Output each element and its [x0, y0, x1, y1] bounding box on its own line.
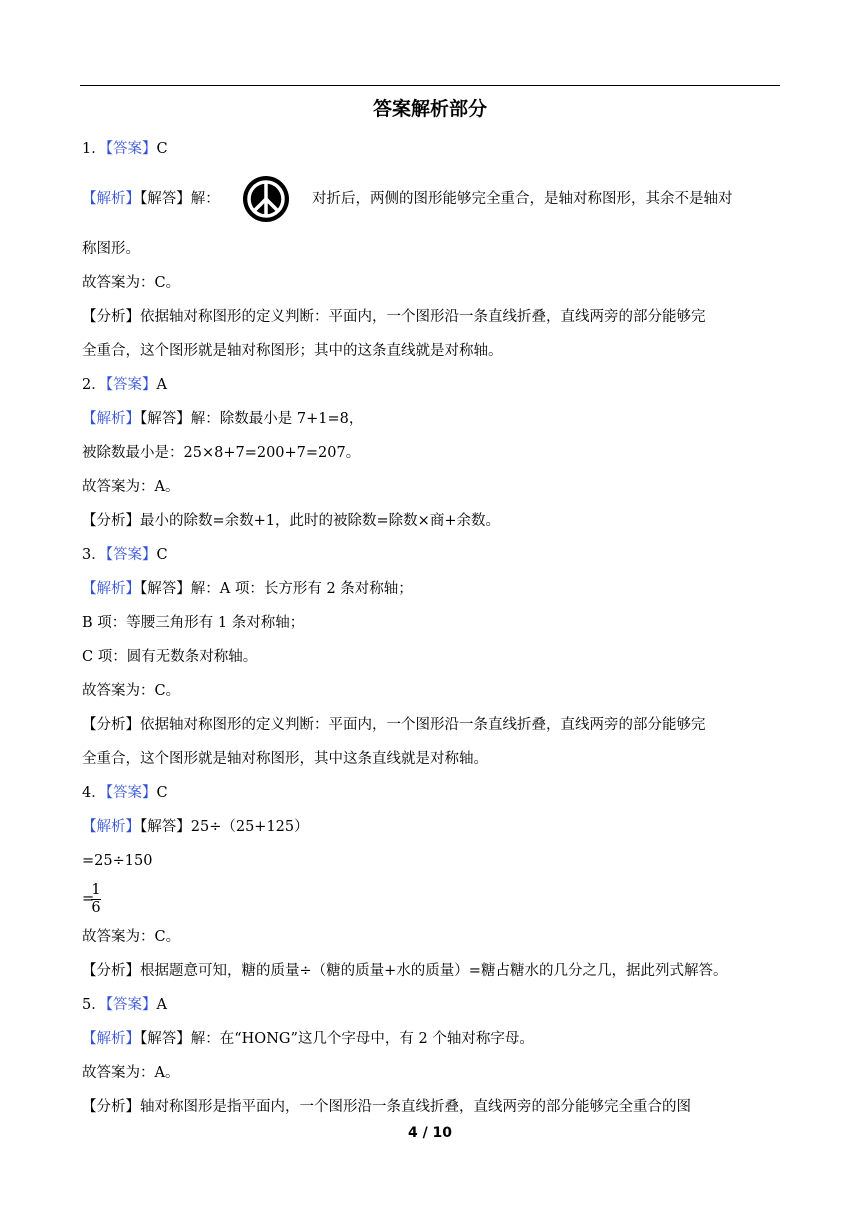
page-number: 4 / 10 — [407, 1125, 453, 1141]
jiexi-tag: 【解析】 — [82, 819, 140, 835]
q1-solution-prefix: 解： — [190, 191, 220, 207]
q2-analysis-line1 — [82, 511, 500, 531]
q3-answer: C — [156, 547, 168, 563]
q1-number: 1． — [82, 141, 106, 157]
q1-analysis-line2: 全重合，这个图形就是轴对称图形；其中的这条直线就是对称轴。 — [82, 343, 503, 359]
q2-solution-text1: 解：除数最小是 7+1=8， — [190, 411, 364, 427]
jieda-tag: 【解答】 — [140, 1031, 191, 1047]
q5-analysis-text1: 轴对称图形是指平面内，一个图形沿一条直线折叠，直线两旁的部分能够完全重合的图 — [140, 1099, 691, 1115]
page-title: 答案解析部分 — [372, 98, 487, 120]
q5-conclusion: 故答案为：A。 — [82, 1065, 180, 1081]
q1-conclusion: 故答案为：C。 — [82, 275, 181, 291]
fenxi-tag: 【分析】 — [82, 309, 140, 325]
q4-solution-text1: 25÷（25+125） — [190, 819, 309, 835]
q2-conclusion: 故答案为：A。 — [82, 479, 180, 495]
jieda-tag: 【解答】 — [140, 581, 191, 597]
q2-analysis-text1: 最小的除数=余数+1，此时的被除数=除数×商+余数。 — [140, 513, 500, 529]
q3-analysis-line1 — [82, 715, 706, 735]
q2-answer: A — [156, 377, 167, 393]
q3-analysis-line2: 全重合，这个图形就是轴对称图形，其中这条直线就是对称轴。 — [82, 751, 488, 767]
answer-tag: 【答案】 — [105, 377, 157, 393]
q1-answer-line — [82, 139, 168, 159]
q4-solution-line1 — [82, 817, 309, 837]
q3-solution-line1 — [82, 579, 413, 599]
jiexi-tag: 【解析】 — [82, 1031, 140, 1047]
q3-solution-text1: 解：A 项：长方形有 2 条对称轴； — [190, 581, 413, 597]
q4-analysis-text1: 根据题意可知，糖的质量÷（糖的质量+水的质量）=糖占糖水的几分之几，据此列式解答。 — [140, 963, 728, 979]
q4-answer-line — [82, 783, 168, 803]
jieda-tag: 【解答】 — [140, 819, 191, 835]
fenxi-tag: 【分析】 — [82, 513, 140, 529]
answer-tag: 【答案】 — [105, 785, 157, 801]
q2-answer-line — [82, 375, 167, 395]
answer-tag: 【答案】 — [105, 547, 157, 563]
equals-sign: = — [82, 891, 95, 907]
q3-analysis-text1: 依据轴对称图形的定义判断：平面内，一个图形沿一条直线折叠，直线两旁的部分能够完 — [140, 717, 706, 733]
q4-conclusion: 故答案为：C。 — [82, 929, 181, 945]
q1-solution-line1 — [82, 189, 220, 209]
q4-solution-line2: =25÷150 — [82, 853, 153, 869]
peace-symbol-icon — [242, 175, 290, 223]
q3-conclusion: 故答案为：C。 — [82, 683, 181, 699]
jieda-tag: 【解答】 — [140, 411, 191, 427]
q3-solution-line2: B 项：等腰三角形有 1 条对称轴； — [82, 615, 305, 631]
q5-solution-text1: 解：在“HONG”这几个字母中，有 2 个轴对称字母。 — [190, 1031, 534, 1047]
jiexi-tag: 【解析】 — [82, 411, 140, 427]
q3-answer-line — [82, 545, 168, 565]
q1-answer: C — [156, 141, 168, 157]
q5-answer-line — [82, 995, 167, 1015]
fraction-numerator: 1 — [91, 882, 101, 898]
q4-answer: C — [156, 785, 168, 801]
jieda-tag: 【解答】 — [140, 191, 191, 207]
q1-analysis-line1 — [82, 307, 706, 327]
fenxi-tag: 【分析】 — [82, 963, 140, 979]
q2-solution-line2: 被除数最小是：25×8+7=200+7=207。 — [82, 445, 361, 461]
q2-number: 2． — [82, 377, 106, 393]
q5-analysis-line1 — [82, 1097, 691, 1117]
q3-number: 3． — [82, 547, 106, 563]
q1-solution-rest: 对折后，两侧的图形能够完全重合，是轴对称图形，其余不是轴对 — [312, 191, 733, 207]
q5-number: 5． — [82, 997, 106, 1013]
q1-solution-line2: 称图形。 — [82, 241, 140, 257]
answer-tag: 【答案】 — [105, 997, 157, 1013]
q3-solution-line3: C 项：圆有无数条对称轴。 — [82, 649, 258, 665]
q4-analysis-line1 — [82, 961, 727, 981]
q5-answer: A — [156, 997, 167, 1013]
jiexi-tag: 【解析】 — [82, 581, 140, 597]
fenxi-tag: 【分析】 — [82, 717, 140, 733]
answer-tag: 【答案】 — [105, 141, 157, 157]
fenxi-tag: 【分析】 — [82, 1099, 140, 1115]
fraction-denominator: 6 — [91, 900, 101, 916]
q2-solution-line1 — [82, 409, 363, 429]
header-rule — [80, 85, 780, 86]
q5-solution-line1 — [82, 1029, 534, 1049]
q4-number: 4． — [82, 785, 106, 801]
jiexi-tag: 【解析】 — [82, 191, 140, 207]
q1-analysis-text1: 依据轴对称图形的定义判断：平面内，一个图形沿一条直线折叠，直线两旁的部分能够完 — [140, 309, 706, 325]
